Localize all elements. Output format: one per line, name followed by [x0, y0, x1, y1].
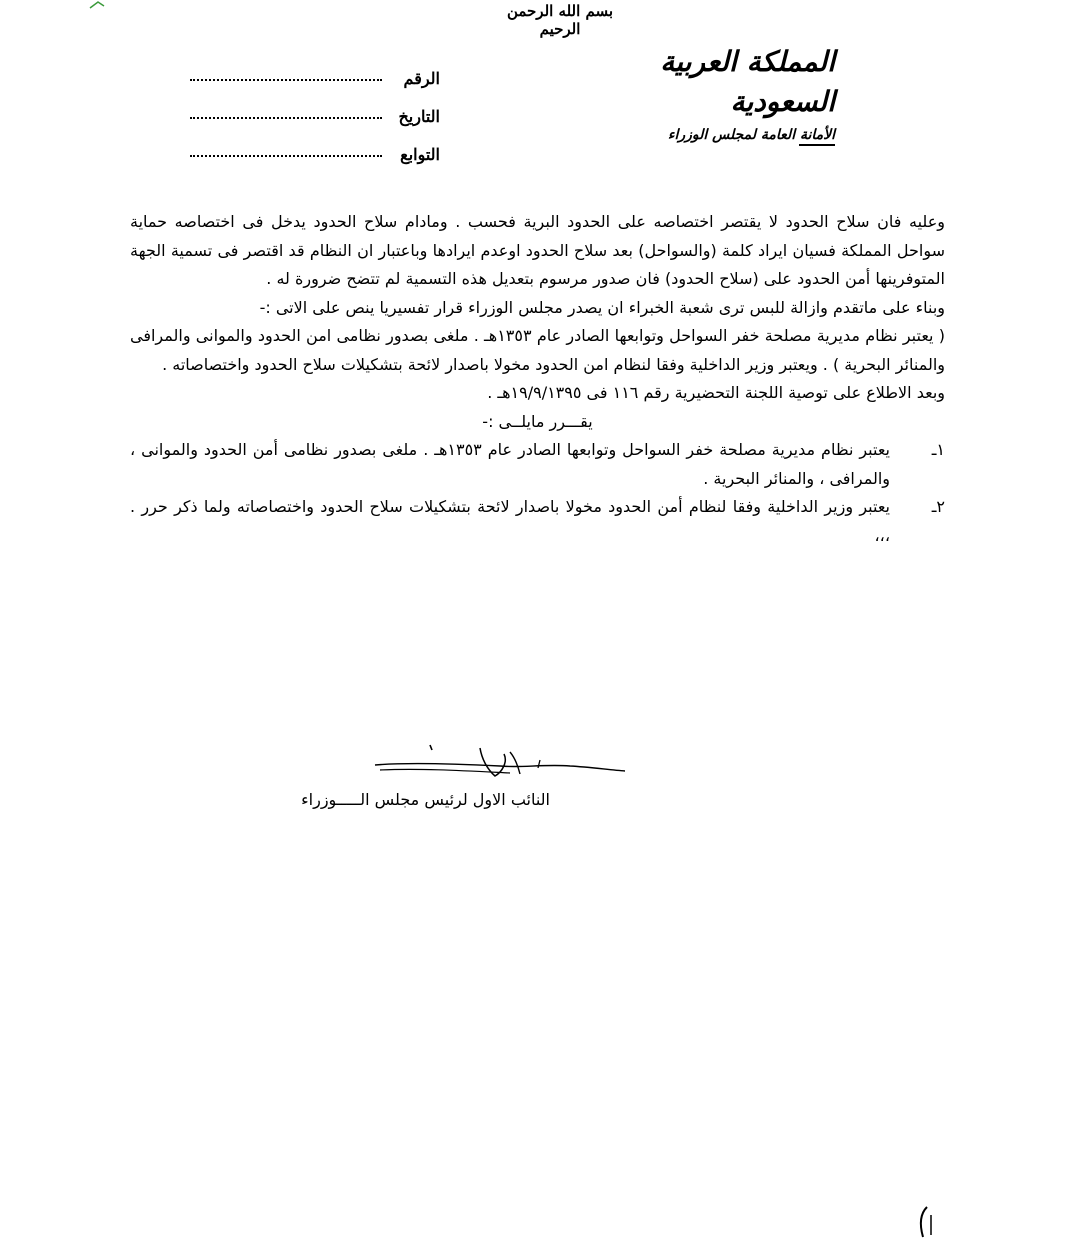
letterhead	[555, 42, 835, 144]
reference-date-label: التاريخ	[398, 107, 440, 126]
resolution-item-number: ٢ـ	[931, 497, 945, 516]
reference-attachments-line	[190, 155, 382, 157]
resolution-item-text: يعتبر وزير الداخلية وفقا لنظام أمن الحدود مخولا باصدار لائحة بتشكيلات سلاح الحدود واختصاصاته ولما ذكر حرر . ،،،	[130, 497, 890, 545]
resolution-item-number: ١ـ	[931, 440, 945, 459]
bismillah-heading: بسم الله الرحمن الرحيم	[506, 2, 614, 38]
letterhead-rule	[799, 144, 835, 146]
reference-fields	[190, 50, 440, 164]
page-corner-mark	[915, 1205, 935, 1239]
letter-body	[130, 208, 945, 550]
resolution-item-text: يعتبر نظام مديرية مصلحة خفر السواحل وتوابعها الصادر عام ١٣٥٣هـ . ملغى بصدور نظامى أمن الحدود والموانى ، والمرافى ، والمنائر البحرية .	[130, 440, 891, 488]
handwritten-signature	[370, 740, 630, 790]
resolve-heading: يقـــرر مايلــى :-	[482, 411, 593, 431]
body-paragraph-2: وبناء على ماتقدم وازالة للبس ترى شعبة الخبراء ان يصدر مجلس الوزراء قرار تفسيريا ينص على الاتى :-	[259, 297, 945, 317]
reference-number-line	[190, 79, 382, 81]
body-paragraph-3: ( يعتبر نظام مديرية مصلحة خفر السواحل وتوابعها الصادر عام ١٣٥٣هـ . ملغى بصدور نظامى امن الحدود والموانى والمرافى والمنائر البحرية ) . ويعتبر وزير الداخلية وفقا لنظام امن الحدود مخولا باصدار لائحة بتشكيلات سلاح الحدود واختصاصاته .	[130, 326, 946, 374]
body-paragraph-4: وبعد الاطلاع على توصية اللجنة التحضيرية رقم ١١٦ فى ١٩/٩/١٣٩٥هـ .	[487, 383, 945, 402]
letterhead-secretariat: الأمانة العامة لمجلس الوزراء	[667, 127, 835, 143]
reference-number-label: الرقم	[403, 69, 440, 88]
reference-number-row	[190, 50, 440, 88]
reference-date-row	[190, 88, 440, 126]
resolution-item	[130, 436, 945, 493]
letterhead-kingdom: المملكة العربية السعودية	[660, 45, 835, 118]
reference-attachments-row	[190, 126, 440, 164]
green-corner-mark	[88, 0, 108, 10]
reference-attachments-label: التوابع	[400, 145, 440, 164]
reference-date-line	[190, 117, 382, 119]
signatory-title: النائب الاول لرئيس مجلس الـــــوزراء	[301, 790, 550, 809]
body-paragraph-1: وعليه فان سلاح الحدود لا يقتصر اختصاصه على الحدود البرية فحسب . ومادام سلاح الحدود يدخل فى اختصاصه حماية سواحل المملكة فسيان ايراد كلمة (والسواحل) بعد سلاح الحدود اوعدم ايرادها وباعتبار ان النظام قد اقتصر فى تسمية الجهة المتوفرينها أمن الحدود على (سلاح الحدود) فان صدور مرسوم بتعديل هذه التسمية لم تتضح ضرورة له .	[130, 212, 945, 288]
resolution-item	[130, 493, 945, 550]
